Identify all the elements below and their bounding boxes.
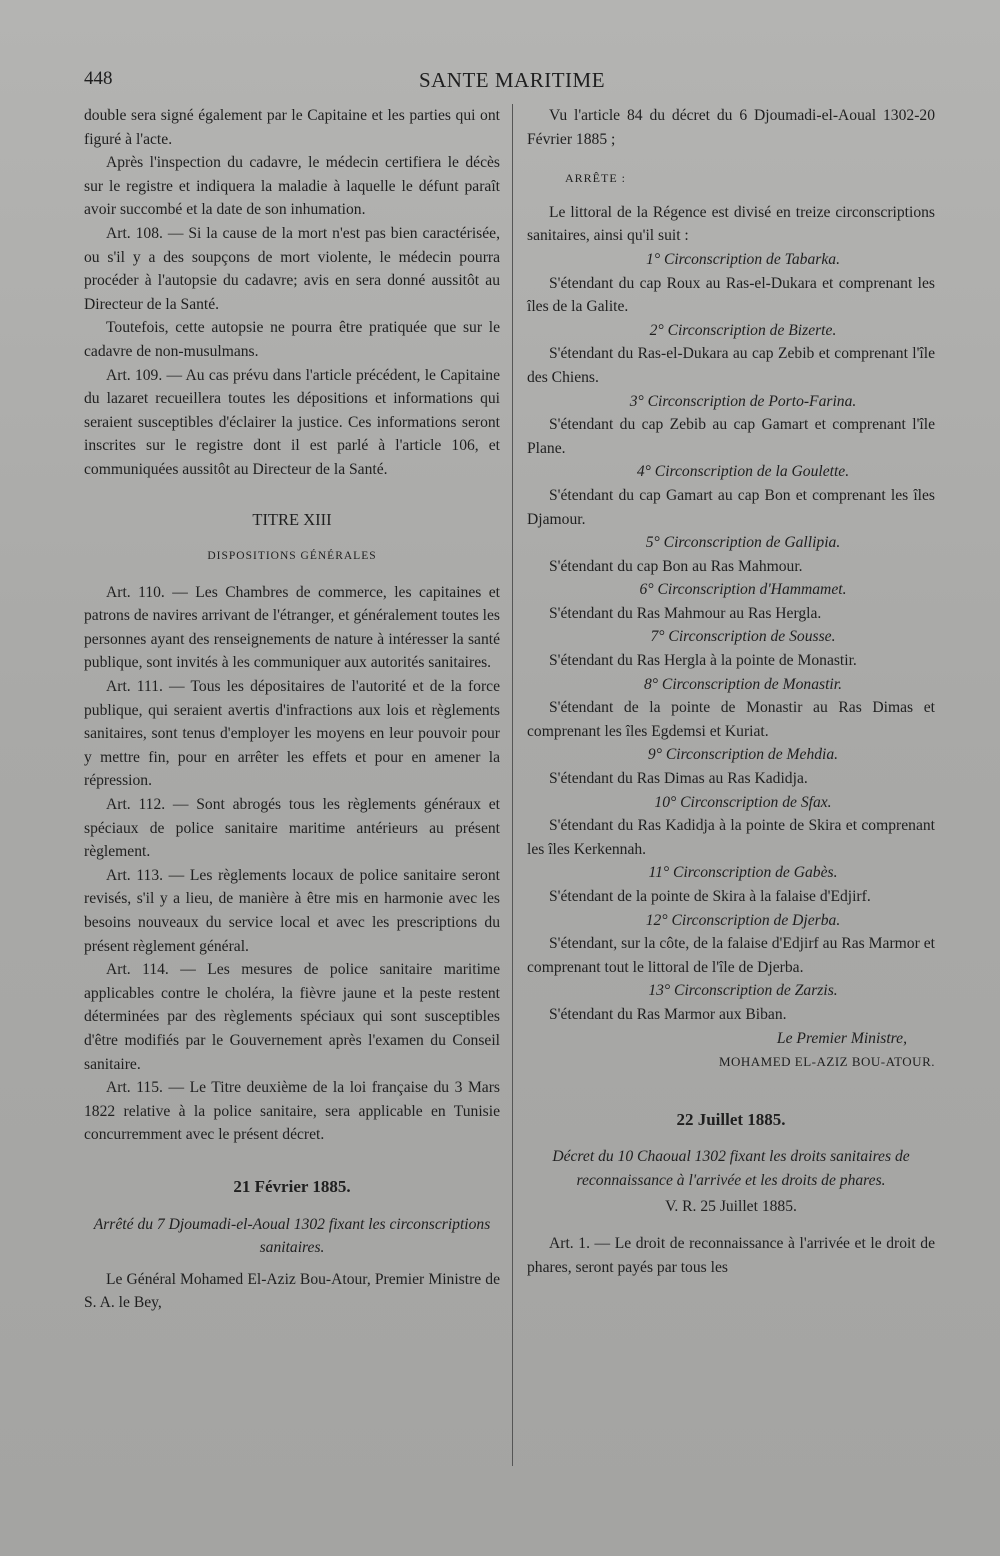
circonscription-text: S'étendant du cap Roux au Ras-el-Dukara et comprenant les îles de la Galite. <box>527 274 935 316</box>
page-number: 448 <box>84 68 113 89</box>
article-109: Art. 109. — Au cas prévu dans l'article précédent, le Capitaine du lazaret recueillera toutes les dépositions et informations qui seraient susceptibles d'éclairer la justice. Ces informations seront inscrites sur le registre dont il est parlé à l'article 106, et communiquées aussitôt au Directeur de la Santé. <box>84 366 500 478</box>
circonscription-heading: 9° Circonscription de Mehdia. <box>647 746 839 764</box>
circonscription-heading: 2° Circonscription de Bizerte. <box>649 321 837 339</box>
arrete-label: ARRÊTE : <box>565 171 626 186</box>
decree-subtitle: Décret du 10 Chaoual 1302 fixant les droits sanitaires de reconnaissance à l'arrivée et les droits de phares. <box>552 1148 910 1189</box>
circonscription-heading: 7° Circonscription de Sousse. <box>650 628 836 646</box>
circonscription-text: S'étendant de la pointe de Monastir au Ras Dimas et comprenant les îles Egdemsi et Kuriat. <box>527 699 935 740</box>
circonscription-heading: 3° Circonscription de Porto-Farina. <box>629 392 857 410</box>
circonscription-text: S'étendant du cap Bon au Ras Mahmour. <box>549 557 803 575</box>
circonscription-text: S'étendant, sur la côte, de la falaise d'Edjirf au Ras Marmor et comprenant tout le littoral de l'île de Djerba. <box>527 935 935 976</box>
circonscription-text: S'étendant du Ras Dimas au Ras Kadidja. <box>549 770 808 788</box>
section-subtitle: DISPOSITIONS GÉNÉRALES <box>207 550 377 563</box>
circonscription-text: S'étendant du Ras Mahmour au Ras Hergla. <box>549 604 822 622</box>
date-heading: 21 Février 1885. <box>233 1176 351 1196</box>
circonscription-text: S'étendant du Ras Hergla à la pointe de Monastir. <box>549 652 857 670</box>
article-1: Art. 1. — Le droit de reconnaissance à l'arrivée et le droit de phares, seront payés par tous les <box>527 1235 935 1276</box>
decree-subtitle: Arrêté du 7 Djoumadi-el-Aoual 1302 fixant les circonscriptions sanitaires. <box>93 1215 491 1257</box>
circonscription-text: S'étendant du cap Zebib au cap Gamart et comprenant l'île Plane. <box>527 416 935 457</box>
circonscription-heading: 5° Circonscription de Gallipia. <box>645 534 841 552</box>
section-title: TITRE XIII <box>252 509 332 529</box>
paragraph: double sera signé également par le Capitaine et les parties qui ont figuré à l'acte. <box>84 107 500 148</box>
circonscription-heading: 4° Circonscription de la Goulette. <box>636 463 850 481</box>
circonscription-heading: 6° Circonscription d'Hammamet. <box>639 581 847 599</box>
circonscription-text: S'étendant du Ras-el-Dukara au cap Zebib et comprenant l'île des Chiens. <box>527 345 935 386</box>
paragraph: Le littoral de la Régence est divisé en treize circonscriptions sanitaires, ainsi qu'il suit : <box>527 203 935 245</box>
paragraph: Toutefois, cette autopsie ne pourra être pratiquée que sur le cadavre de non-musulmans. <box>84 319 500 360</box>
circonscription-heading: 12° Circonscription de Djerba. <box>645 911 841 929</box>
circonscription-heading: 8° Circonscription de Monastir. <box>644 675 842 693</box>
date-heading: 22 Juillet 1885. <box>676 1109 786 1129</box>
article-110: Art. 110. — Les Chambres de commerce, les capitaines et patrons de navires arrivant de l'étranger, et généralement toutes les personnes ayant des renseignements de nature à intéresser la santé publique, sont invités à les communiquer aux autorités sanitaires. <box>84 583 500 672</box>
article-114: Art. 114. — Les mesures de police sanitaire maritime applicables contre le choléra, la fièvre jaune et la peste restent déterminées par des règlements spéciaux qui sont susceptibles d'être modifiés par le Gouvernement après l'examen du Conseil sanitaire. <box>84 961 500 1073</box>
signature-title: Le Premier Ministre, <box>776 1029 907 1047</box>
right-column <box>527 104 935 1279</box>
circonscription-heading: 1° Circonscription de Tabarka. <box>646 250 840 268</box>
circonscription-text: S'étendant du cap Gamart au cap Bon et comprenant les îles Djamour. <box>527 486 935 528</box>
article-113: Art. 113. — Les règlements locaux de police sanitaire seront revisés, s'il y a lieu, de manière à être mis en harmonie avec les besoins nouveaux du service local et avec les prescriptions du présent règlement général. <box>84 866 500 955</box>
circonscription-text: S'étendant du Ras Kadidja à la pointe de Skira et comprenant les îles Kerkennah. <box>527 817 935 858</box>
paragraph: Le Général Mohamed El-Aziz Bou-Atour, Premier Ministre de S. A. le Bey, <box>84 1270 500 1312</box>
article-112: Art. 112. — Sont abrogés tous les règlements généraux et spéciaux de police sanitaire maritime antérieurs au présent règlement. <box>84 796 500 861</box>
circonscription-heading: 11° Circonscription de Gabès. <box>648 864 838 882</box>
publication-reference: V. R. 25 Juillet 1885. <box>665 1197 797 1215</box>
paragraph: Après l'inspection du cadavre, le médecin certifiera le décès sur le registre et indiquera la maladie à laquelle le défunt paraît avoir succombé et la date de son inhumation. <box>84 154 500 219</box>
column-divider <box>512 104 513 1466</box>
circonscription-heading: 13° Circonscription de Zarzis. <box>648 982 838 1000</box>
left-column <box>84 104 500 1315</box>
paragraph: Vu l'article 84 du décret du 6 Djoumadi-el-Aoual 1302-20 Février 1885 ; <box>527 107 935 148</box>
article-108: Art. 108. — Si la cause de la mort n'est pas bien caractérisée, ou s'il y a des soupçons de mort violente, le médecin pourra procéder à l'autopsie du cadavre; avis en sera donné aussitôt au Directeur de la Santé. <box>84 224 500 313</box>
circonscription-heading: 10° Circonscription de Sfax. <box>654 793 832 811</box>
circonscription-text: S'étendant de la pointe de Skira à la falaise d'Edjirf. <box>549 888 871 905</box>
page-header <box>84 68 940 98</box>
signature-name: MOHAMED EL-AZIZ BOU-ATOUR. <box>718 1054 935 1070</box>
running-title: SANTE MARITIME <box>418 68 606 92</box>
circonscription-text: S'étendant du Ras Marmor aux Biban. <box>549 1005 787 1023</box>
article-115: Art. 115. — Le Titre deuxième de la loi française du 3 Mars 1822 relative à la police sanitaire, sera applicable en Tunisie concurremment avec le présent décret. <box>84 1079 500 1144</box>
article-111: Art. 111. — Tous les dépositaires de l'autorité et de la force publique, qui seraient avertis d'infractions aux lois et règlements sanitaires, sont tenus d'employer les moyens en leur pouvoir pour y mettre fin, pour en arrêter les effets et pour en amener la répression. <box>84 678 500 790</box>
